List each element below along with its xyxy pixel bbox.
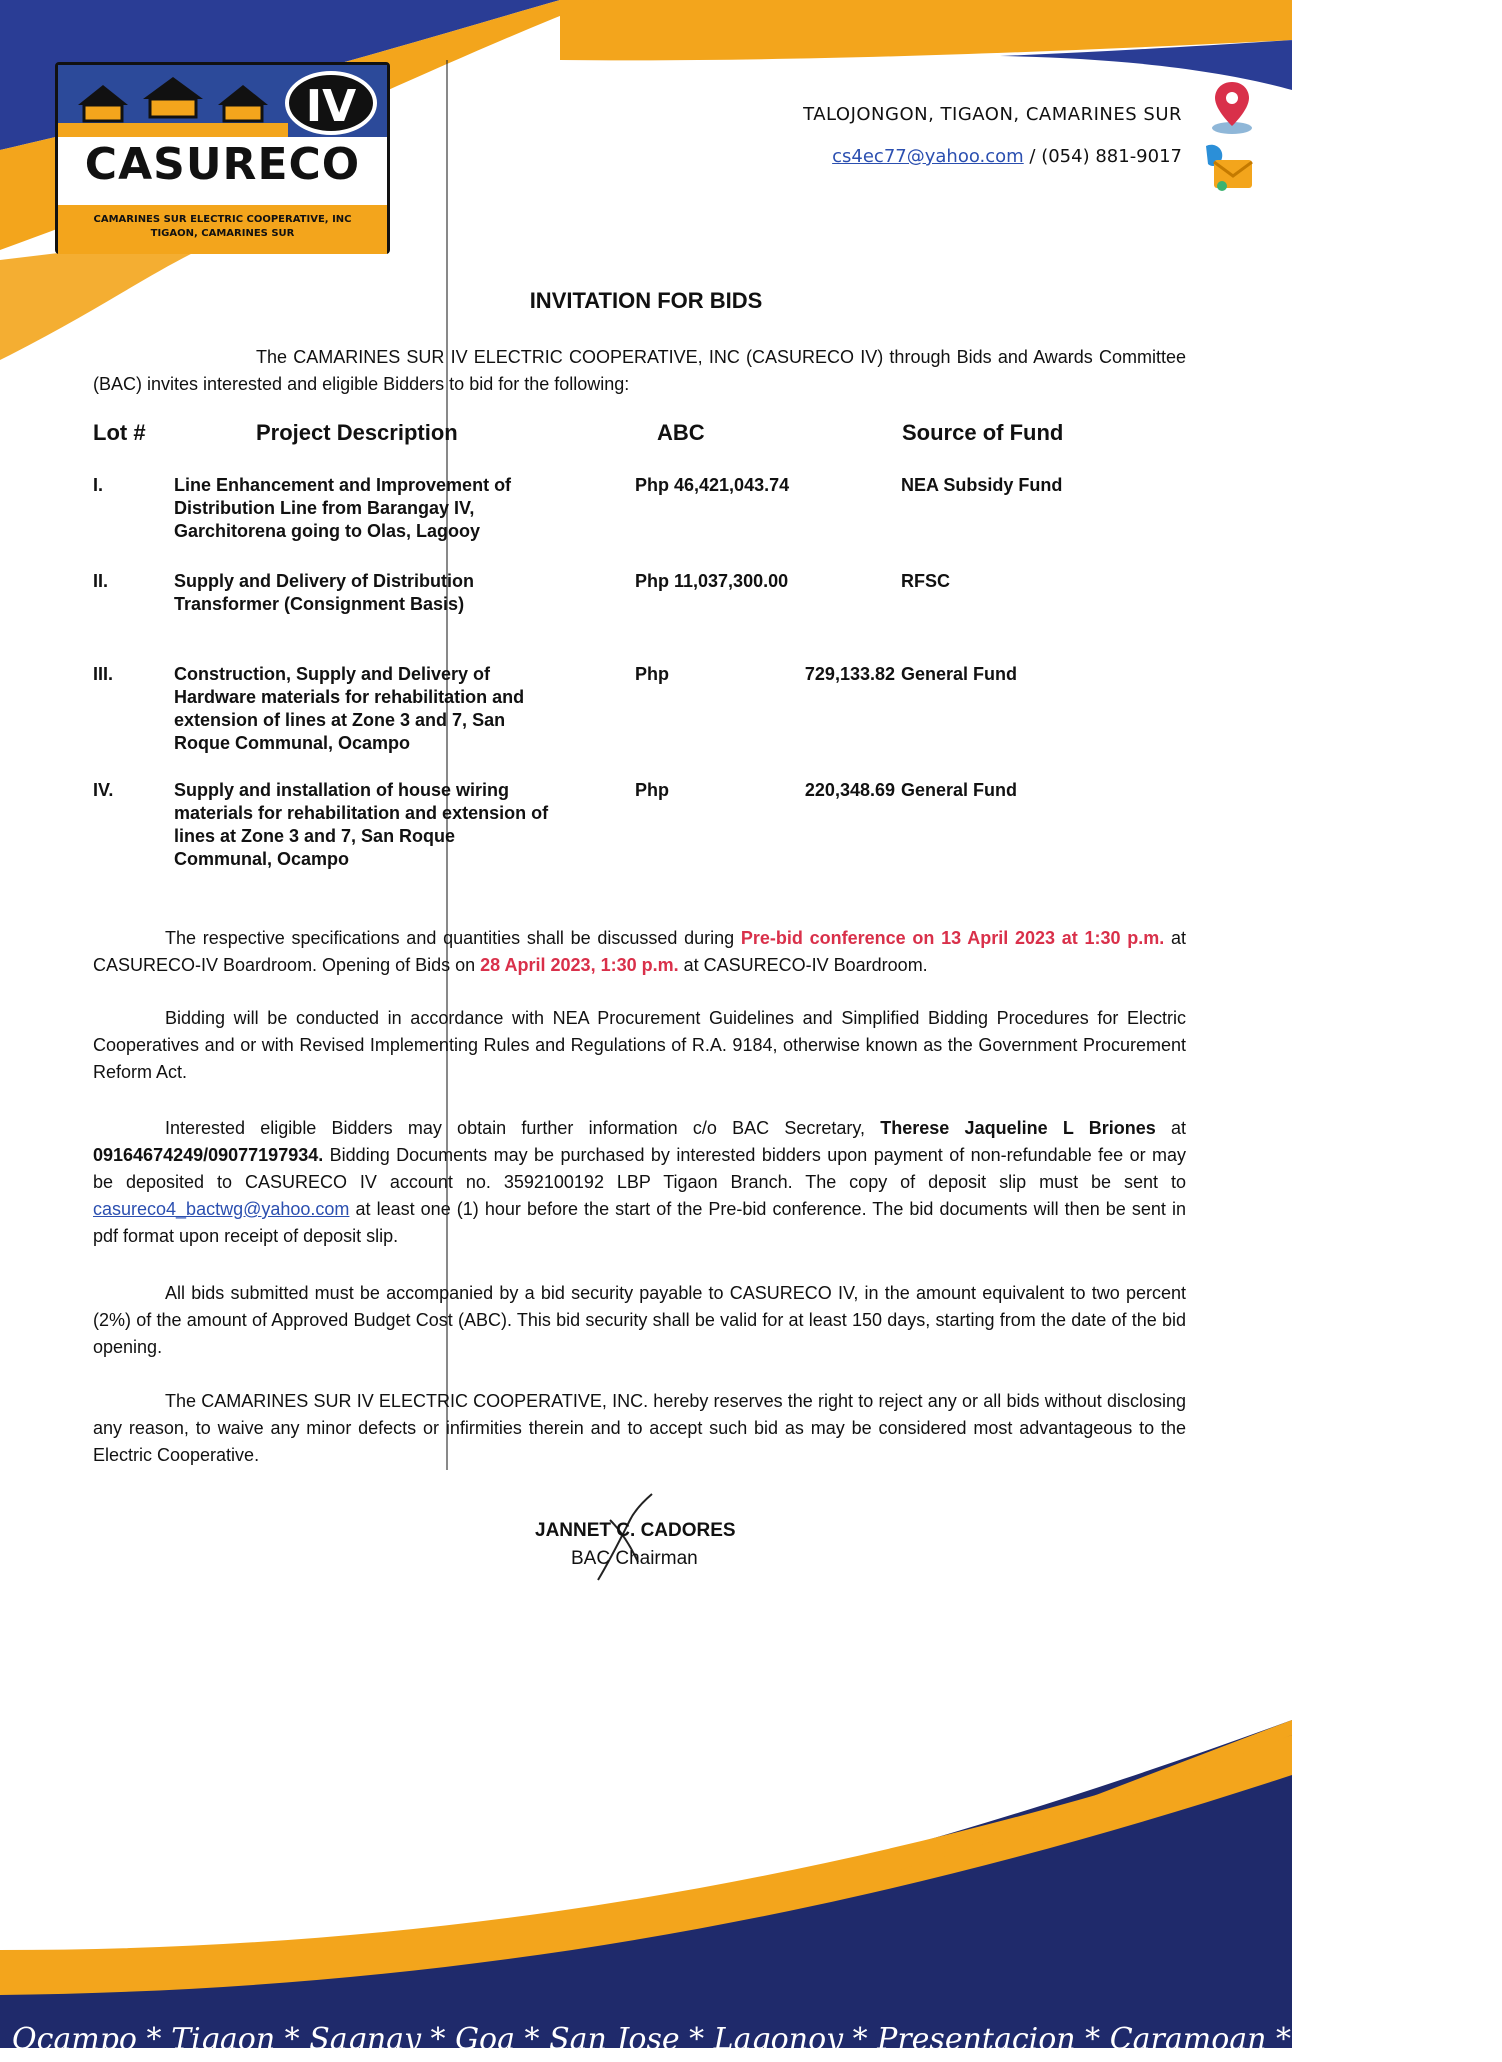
guidelines-text: Bidding will be conducted in accordance with NEA Procurement Guidelines and Simplified Bidding Procedures for Electric Cooperatives and or with Revised Implementing Rules and Regulations of R.A. 9184, otherwise known as the Government Procurement Reform Act. xyxy=(93,1008,1186,1082)
reservation-paragraph xyxy=(93,1388,1186,1469)
lot-fund: NEA Subsidy Fund xyxy=(901,475,1063,495)
lot-fund: General Fund xyxy=(901,780,1018,800)
signatory-title: BAC Chairman xyxy=(571,1548,698,1569)
lot-abc: Php 11,037,300.00 xyxy=(635,571,789,591)
lot-abc-currency: Php xyxy=(635,780,669,800)
lot-fund: RFSC xyxy=(901,571,950,591)
house-roofs-icon xyxy=(58,65,288,137)
prebid-text-c: at CASURECO-IV Boardroom. xyxy=(678,955,928,975)
prebid-text-b: at CASURECO-IV Boardroom. Opening of Bids on xyxy=(93,928,1186,975)
prebid-paragraph xyxy=(93,925,1186,979)
opening-date: 28 April 2023, 1:30 p.m. xyxy=(480,955,679,975)
email-link[interactable]: cs4ec77@yahoo.com xyxy=(832,146,1024,167)
header-source-of-fund: Source of Fund xyxy=(902,420,1064,445)
address: TALOJONGON, TIGAON, CAMARINES SUR xyxy=(803,104,1182,125)
bid-security-text: All bids submitted must be accompanied by a bid security payable to CASURECO IV, in the amount equivalent to two percent (2%) of the amount of Approved Budget Cost (ABC). This bid security shall be valid for at least 150 days, starting from the date of the bid opening. xyxy=(93,1283,1186,1357)
lot-description: Line Enhancement and Improvement of Distribution Line from Barangay IV, Garchitorena going to Olas, Lagooy xyxy=(174,475,512,541)
header-description: Project Description xyxy=(256,420,458,445)
location-pin-icon xyxy=(1210,80,1254,136)
lot-description: Supply and Delivery of Distribution Transformer (Consignment Basis) xyxy=(174,571,475,614)
contact-text-b: at xyxy=(1155,1118,1186,1138)
logo-sub-line2: TIGAON, CAMARINES SUR xyxy=(150,228,295,239)
logo-subtitle xyxy=(58,205,387,254)
document-title: INVITATION FOR BIDS xyxy=(529,288,763,313)
lot-fund: General Fund xyxy=(901,664,1018,684)
contact-text-a: Interested eligible Bidders may obtain further information c/o BAC Secretary, xyxy=(165,1118,881,1138)
phone-number: / (054) 881-9017 xyxy=(1023,146,1182,167)
contact-paragraph xyxy=(93,1115,1186,1250)
bidding-guidelines-paragraph xyxy=(93,1005,1186,1086)
signatory-name: JANNET C. CADORES xyxy=(535,1520,736,1541)
contact-line xyxy=(832,146,1182,167)
footer-towns: Ocampo * Tigaon * Sagnay * Goa * San Jose * Lagonoy * Presentacion * Caramoan * Garchitorena xyxy=(12,2022,1502,2057)
logo-sub-line1: CAMARINES SUR ELECTRIC COOPERATIVE, INC xyxy=(93,214,352,225)
scan-artifact-line xyxy=(446,60,448,1470)
lot-abc-amount: 729,133.82 xyxy=(804,664,895,684)
contact-text-d: at least one (1) hour before the start of the Pre-bid conference. The bid documents will then be sent in pdf format upon receipt of deposit slip. xyxy=(93,1199,1186,1246)
bac-email-link[interactable]: casureco4_bactwg@yahoo.com xyxy=(93,1199,350,1219)
lot-number: IV. xyxy=(93,780,114,800)
header-abc: ABC xyxy=(657,420,705,445)
intro-paragraph xyxy=(93,344,1186,398)
intro-text: The CAMARINES SUR IV ELECTRIC COOPERATIVE, INC (CASURECO IV) through Bids and Awards Committee (BAC) invites interested and eligible Bidders to bid for the following: xyxy=(93,347,1186,394)
secretary-phone: 09164674249/09077197934. xyxy=(93,1145,324,1165)
lot-number: III. xyxy=(93,664,114,684)
prebid-date: Pre-bid conference on 13 April 2023 at 1:30 p.m. xyxy=(740,928,1165,948)
header-lot: Lot # xyxy=(93,420,146,445)
lot-abc-amount: 220,348.69 xyxy=(804,780,895,800)
contact-text-c: Bidding Documents may be purchased by interested bidders upon payment of non-refundable fee or may be deposited to CASURECO IV account no. 3592100192 LBP Tigaon Branch. The copy of deposit slip must be sent to xyxy=(93,1145,1186,1192)
lot-description: Construction, Supply and Delivery of Hardware materials for rehabilitation and extension of lines at Zone 3 and 7, San Roque Communal, Ocampo xyxy=(174,664,525,753)
lot-number: II. xyxy=(93,571,109,591)
reservation-text: The CAMARINES SUR IV ELECTRIC COOPERATIVE, INC. hereby reserves the right to reject any or all bids without disclosing any reason, to waive any minor defects or infirmities therein and to accept such bid as may be considered most advantageous to the Electric Cooperative. xyxy=(93,1391,1186,1465)
logo-roman-numeral: IV xyxy=(285,71,377,135)
secretary-name: Therese Jaqueline L Briones xyxy=(880,1118,1156,1138)
lot-number: I. xyxy=(93,475,104,495)
mail-icon xyxy=(1200,140,1256,196)
logo-name: CASURECO xyxy=(84,139,361,190)
bid-security-paragraph xyxy=(93,1280,1186,1361)
lot-abc-currency: Php xyxy=(635,664,669,684)
casureco-logo xyxy=(55,62,390,254)
lot-description: Supply and installation of house wiring materials for rehabilitation and extension of lines at Zone 3 and 7, San Roque Communal, Ocampo xyxy=(174,780,549,869)
prebid-text-a: The respective specifications and quantities shall be discussed during xyxy=(165,928,741,948)
lot-abc: Php 46,421,043.74 xyxy=(635,475,790,495)
